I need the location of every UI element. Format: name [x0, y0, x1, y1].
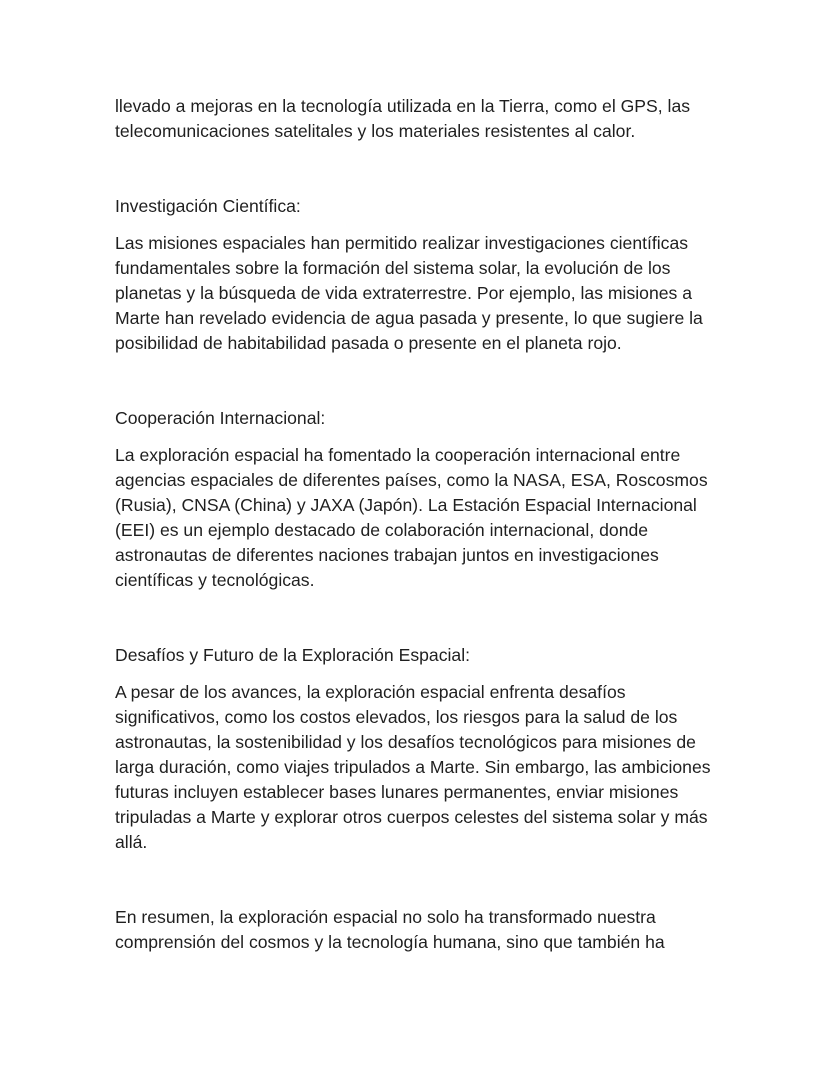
section-body-investigacion: Las misiones espaciales han permitido realizar investigaciones científicas fundamentales sobre la formación del sistema solar, la evolución de los planetas y la búsqueda de vida extraterrestre. Por ejemplo, las misiones a Marte han revelado evidencia de agua pasada y presente, lo que sugiere la posibilidad de habitabilidad pasada o presente en el planeta rojo.	[115, 233, 703, 353]
heading-spacer	[115, 668, 735, 680]
intro-continuation-paragraph: llevado a mejoras en la tecnología utilizada en la Tierra, como el GPS, las telecomunicaciones satelitales y los materiales resistentes al calor.	[115, 96, 691, 141]
heading-spacer	[115, 219, 735, 231]
section-heading-investigacion: Investigación Científica:	[115, 196, 301, 216]
section-spacer	[115, 144, 735, 194]
section-heading-desafios: Desafíos y Futuro de la Exploración Espacial:	[115, 645, 470, 665]
section-body-desafios: A pesar de los avances, la exploración espacial enfrenta desafíos significativos, como los costos elevados, los riesgos para la salud de los astronautas, la sostenibilidad y los desafíos tecnológicos para misiones de larga duración, como viajes tripulados a Marte. Sin embargo, las ambiciones futuras incluyen establecer bases lunares permanentes, enviar misiones tripuladas a Marte y explorar otros cuerpos celestes del sistema solar y más allá.	[115, 682, 711, 852]
section-spacer	[115, 855, 735, 905]
section-spacer	[115, 593, 735, 643]
section-heading-cooperacion: Cooperación Internacional:	[115, 408, 326, 428]
section-spacer	[115, 356, 735, 406]
section-body-cooperacion: La exploración espacial ha fomentado la cooperación internacional entre agencias espaciales de diferentes países, como la NASA, ESA, Roscosmos (Rusia), CNSA (China) y JAXA (Japón). La Estación Espacial Internacional (EEI) es un ejemplo destacado de colaboración internacional, donde astronautas de diferentes naciones trabajan juntos en investigaciones científicas y tecnológicas.	[115, 445, 708, 590]
document-body	[115, 94, 735, 955]
conclusion-paragraph: En resumen, la exploración espacial no solo ha transformado nuestra comprensión del cosmos y la tecnología humana, sino que también ha	[115, 907, 665, 952]
heading-spacer	[115, 431, 735, 443]
